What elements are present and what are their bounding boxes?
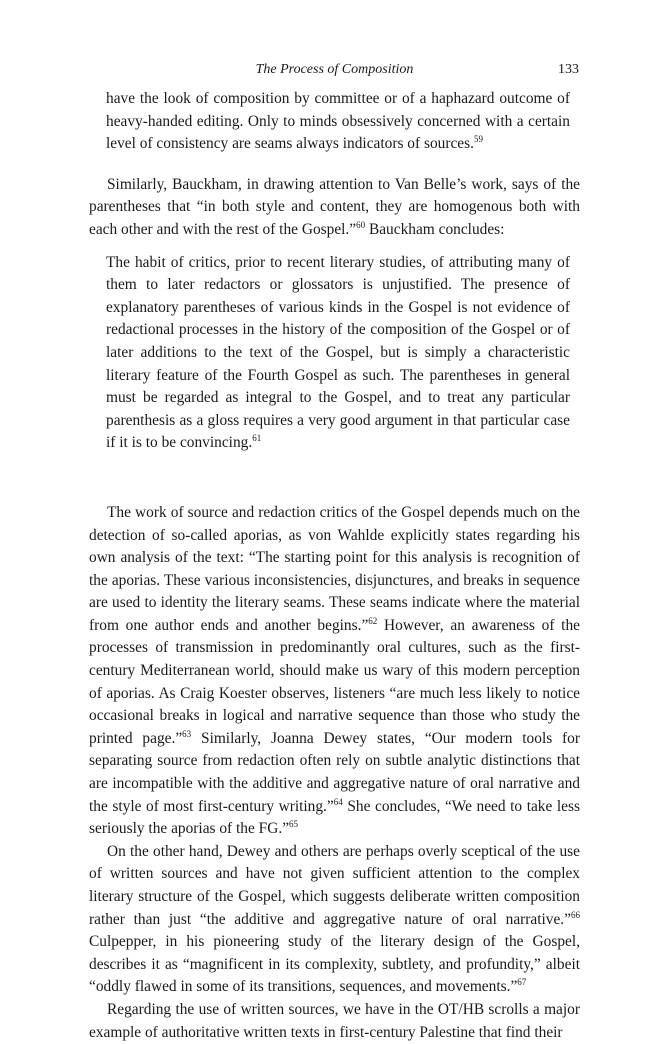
paragraph-text: have the look of composition by committee or of a haphazard outcome of heavy-handed editing. Only to minds obsessively concerned with a certain level of consistency are seams always indicators of sources. <box>106 90 570 153</box>
footnote-ref[interactable]: 66 <box>571 909 580 920</box>
footnote-ref[interactable]: 60 <box>356 219 366 230</box>
paragraph-text: Culpepper, in his pioneering study of the literary design of the Gospel, describes it as “magnificent in its complexity, subtlety, and profundity,” albeit “oddly flawed in some of its transitions, sequences, and movements.” <box>89 933 580 996</box>
running-title: The Process of Composition <box>255 62 414 77</box>
footnote-ref[interactable]: 59 <box>473 134 483 145</box>
paragraph-text: She concludes, “We need to take less seriously the aporias of the FG.” <box>89 797 580 838</box>
footnote-ref[interactable]: 65 <box>289 819 299 830</box>
page-number: 133 <box>558 62 579 77</box>
paragraph-text: Similarly, Joanna Dewey states, “Our modern tools for separating source from redaction often rely on subtle analytic distinctions that are incompatible with the additive and aggregative nature of oral narrative and the style of most first-century writing.” <box>89 729 580 815</box>
running-head <box>89 62 580 88</box>
footnote-ref[interactable]: 67 <box>517 977 527 988</box>
footnote-ref[interactable]: 62 <box>368 615 378 626</box>
footnote-ref[interactable]: 61 <box>252 433 262 444</box>
paragraph-text: On the other hand, Dewey and others are perhaps overly sceptical of the use of written sources and have not given sufficient attention to the complex literary structure of the Gospel, which suggests deliberate written composition rather than just “the additive and aggregative nature of oral narrative.” <box>89 842 580 928</box>
paragraph-text: However, an awareness of the processes of transmission in predominantly oral cultures, such as the first-century Mediterranean world, should make us wary of this modern perception of aporias. As Craig Koester observes, listeners “are much less likely to notice occasional breaks in logical and narrative sequence than those who study the printed page.” <box>89 616 580 747</box>
paragraph-bauckham-intro <box>89 174 580 242</box>
footnote-ref[interactable]: 64 <box>333 796 343 807</box>
quote-text: The habit of critics, prior to recent literary studies, of attributing many of them to later redactors or glossators is unjustified. The presence of explanatory parentheses of various kinds in the Gospel is not evidence of redactional processes in the history of the composition of the Gospel or of later additions to the text of the Gospel, but is simply a characteristic literary feature of the Fourth Gospel as such. The parentheses in general must be regarded as integral to the Gospel, and to treat any particular parenthesis as a gloss requires a very good argument in that particular case if it is to be convincing. <box>106 253 570 452</box>
book-page <box>89 62 580 1044</box>
paragraph-other-hand <box>89 841 580 999</box>
paragraph-text: Regarding the use of written sources, we have in the OT/HB scrolls a major example of authoritative written texts in first-century Palestine that find their <box>89 1000 580 1041</box>
paragraph-text: The work of source and redaction critics of the Gospel depends much on the detection of so-called aporias, as von Wahlde explicitly states regarding his own analysis of the text: “The starting point for this analysis is recognition of the aporias. These various inconsistencies, disjunctures, and breaks in sequence are used to identity the literary seams. These seams indicate where the material from one author ends and another begins.” <box>89 503 580 634</box>
paragraph-aporias <box>89 502 580 841</box>
footnote-ref[interactable]: 63 <box>182 728 192 739</box>
paragraph-written-sources <box>89 999 580 1044</box>
paragraph-text: Similarly, Bauckham, in drawing attention to Van Belle’s work, says of the parentheses that “in both style and content, they are homogenous both with each other and with the rest of the Gospel.” <box>89 175 580 238</box>
paragraph-continued <box>106 88 570 156</box>
paragraph-text: Bauckham concludes: <box>365 220 505 238</box>
block-quote <box>106 252 570 455</box>
